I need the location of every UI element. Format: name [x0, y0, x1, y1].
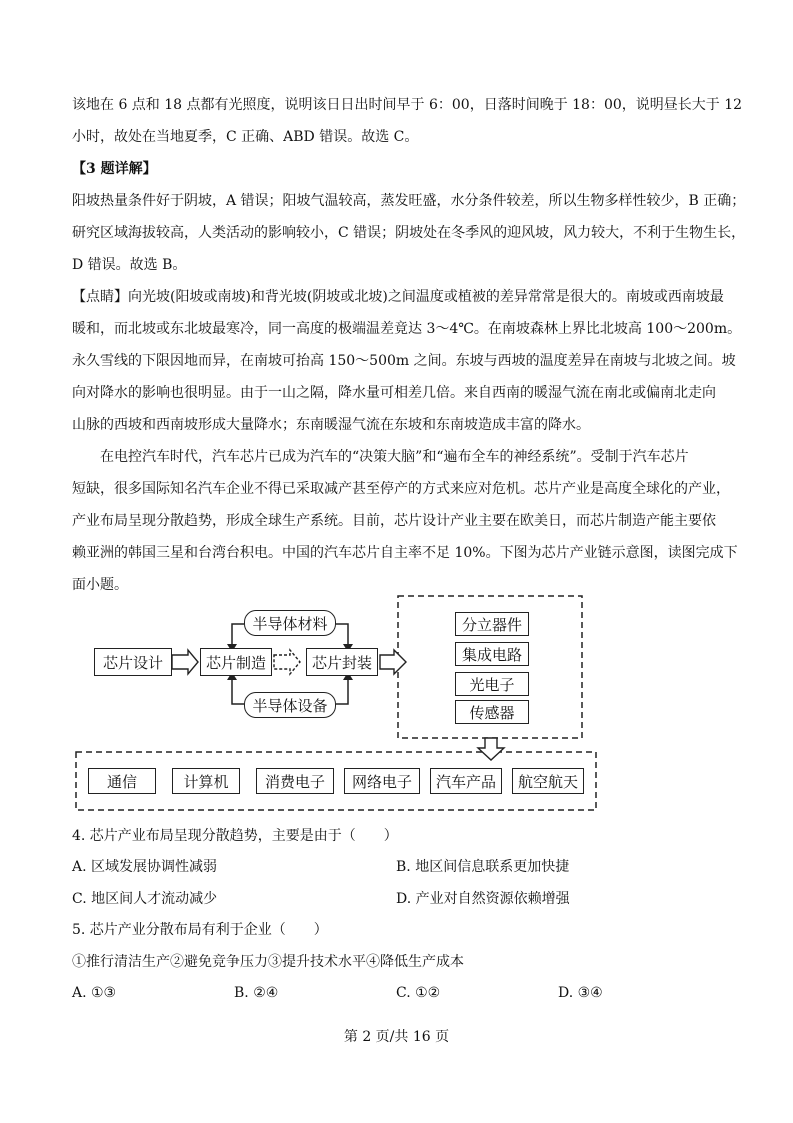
- text-line: D 错误。故选 B。: [72, 257, 187, 273]
- q5-option-c: C. ①②: [396, 985, 441, 1001]
- chip-industry-chain-diagram: [72, 592, 600, 814]
- text-line: 面小题。: [72, 577, 128, 593]
- chip-packaging-box: 芯片封装: [306, 648, 378, 676]
- text-line: 研究区域海拔较高，人类活动的影响较小，C 错误；阴坡处在冬季风的迎风坡，风力较大，不利于生物生长，: [72, 225, 746, 241]
- semiconductor-equipment-box: 半导体设备: [244, 692, 336, 718]
- application-box: 网络电子: [344, 768, 420, 794]
- question-5-items: ①推行清洁生产②避免竞争压力③提升技术水平④降低生产成本: [72, 954, 464, 970]
- q5-option-d: D. ③④: [558, 985, 603, 1001]
- text-line: 赖亚洲的韩国三星和台湾台积电。中国的汽车芯片自主率不足 10%。下图为芯片产业链示意图，读图完成下: [72, 545, 738, 561]
- product-box: 光电子: [455, 672, 529, 696]
- product-box: 传感器: [455, 700, 529, 724]
- arrow-design-to-manufacture: [172, 650, 198, 674]
- text-line: 该地在 6 点和 18 点都有光照度，说明该日日出时间早于 6：00，日落时间晚于 18：00，说明昼长大于 12: [72, 97, 743, 113]
- section-heading: 【3 题详解】: [72, 161, 157, 177]
- text-line: 山脉的西坡和西南坡形成大量降水；东南暖湿气流在东坡和东南坡造成丰富的降水。: [72, 417, 590, 433]
- arrow-packaging-to-products: [380, 650, 406, 674]
- arrow-manufacture-to-packaging: [274, 650, 300, 674]
- text-line: 阳坡热量条件好于阴坡，A 错误；阳坡气温较高，蒸发旺盛，水分条件较差，所以生物多样性较少，B 正确；: [72, 193, 746, 209]
- application-box: 计算机: [172, 768, 240, 794]
- application-box: 通信: [88, 768, 156, 794]
- text-line: 小时，故处在当地夏季，C 正确、ABD 错误。故选 C。: [72, 129, 419, 145]
- text-line: 【点睛】向光坡(阳坡或南坡)和背光坡(阴坡或北坡)之间温度或植被的差异常常是很大的。南坡或西南坡最: [72, 289, 724, 305]
- product-box: 集成电路: [455, 642, 529, 666]
- text-line: 产业布局呈现分散趋势，形成全球生产系统。目前，芯片设计产业主要在欧美日，而芯片制造产能主要依: [72, 513, 716, 529]
- arrow-products-to-applications: [478, 738, 504, 760]
- application-box: 航空航天: [512, 768, 584, 794]
- product-box: 分立器件: [455, 612, 529, 636]
- q4-option-b: B. 地区间信息联系更加快捷: [396, 859, 570, 875]
- text-line: 向对降水的影响也很明显。由于一山之隔，降水量可相差几倍。来自西南的暖湿气流在南北或偏南北走向: [72, 385, 716, 401]
- q5-option-a: A. ①③: [72, 985, 117, 1001]
- text-line: 暖和，而北坡或东北坡最寒冷，同一高度的极端温差竟达 3～4℃。在南坡森林上界比北坡高 100～200m。: [72, 321, 742, 337]
- application-box: 消费电子: [256, 768, 334, 794]
- q4-option-a: A. 区域发展协调性减弱: [72, 859, 218, 875]
- question-5-stem: 5. 芯片产业分散布局有利于企业（ ）: [72, 922, 328, 938]
- semiconductor-material-box: 半导体材料: [244, 610, 336, 636]
- text-line: 永久雪线的下限因地而异，在南坡可抬高 150～500m 之间。东坡与西坡的温度差异在南坡与北坡之间。坡: [72, 353, 736, 369]
- chip-manufacture-box: 芯片制造: [200, 648, 272, 676]
- page-number-footer: 第 2 页/共 16 页: [343, 1029, 450, 1045]
- q4-option-d: D. 产业对自然资源依赖增强: [396, 891, 570, 907]
- text-line: 短缺，很多国际知名汽车企业不得已采取减产甚至停产的方式来应对危机。芯片产业是高度全球化的产业，: [72, 481, 730, 497]
- chip-design-box: 芯片设计: [94, 648, 172, 676]
- application-box: 汽车产品: [430, 768, 502, 794]
- q5-option-b: B. ②④: [234, 985, 279, 1001]
- text-line: 在电控汽车时代，汽车芯片已成为汽车的“决策大脑”和“遍布全车的神经系统”。受制于汽车芯片: [100, 449, 689, 465]
- q4-option-c: C. 地区间人才流动减少: [72, 891, 218, 907]
- question-4-stem: 4. 芯片产业布局呈现分散趋势，主要是由于（ ）: [72, 828, 398, 844]
